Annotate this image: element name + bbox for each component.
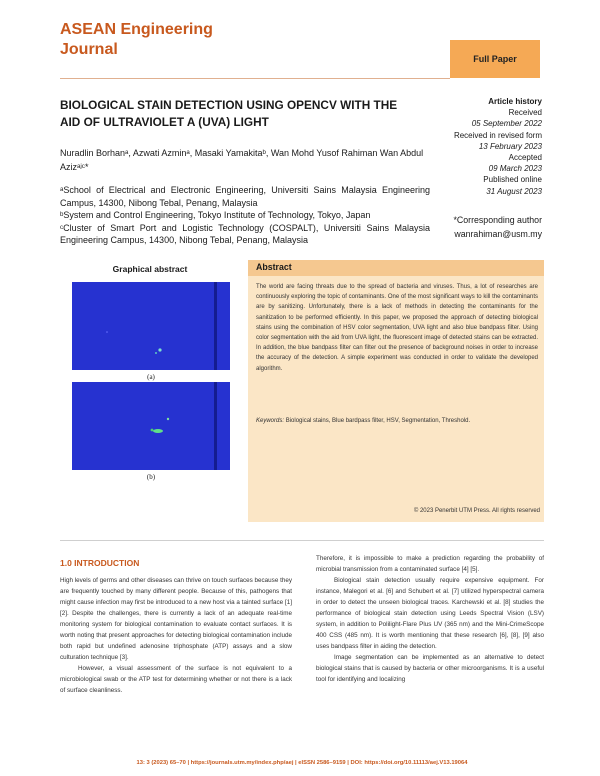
affiliations	[60, 184, 430, 247]
paragraph: Therefore, it is impossible to make a prediction regarding the probability of microbial transmission from a contaminated surface [4] [5].	[316, 555, 544, 573]
affiliation-a: ᵃSchool of Electrical and Electronic Engineering, Universiti Sains Malaysia Engineering Campus, 14300, Nibong Tebal, Penang, Malaysia	[60, 185, 430, 208]
intro-left-column	[60, 575, 292, 696]
abstract-header	[248, 260, 544, 276]
header-divider	[60, 78, 450, 79]
corresponding-email[interactable]: wanrahiman@usm.my	[454, 229, 542, 239]
paragraph: High levels of germs and other diseases can thrive on touch surfaces because they are frequently touched by many different people. Because of this, pathogens that might cause infection may first be introduced to a new host via a tainted surface [1][2]. Despite the challenges, there is currently a lack of an adequate real-time monitoring system for biological contamination to evaluate contact surfaces. It is worth noting that present approaches for detecting biological contamination include both rapid but undefined adenosine triphosphate (ATP) assays and a slow culturation technique [3].	[60, 577, 292, 661]
keywords	[256, 418, 538, 424]
journal-name	[60, 20, 260, 60]
uv-image-b-graphic	[72, 382, 230, 470]
uv-image-a-graphic	[72, 282, 230, 370]
history-heading: Article history	[488, 97, 542, 106]
intro-right-column	[316, 553, 544, 685]
journal-name-line2: Journal	[60, 41, 118, 58]
affiliation-b: ᵇSystem and Control Engineering, Tokyo Institute of Technology, Tokyo, Japan	[60, 210, 371, 220]
accepted-label: Accepted	[508, 153, 542, 163]
keywords-list: Biological stains, Blue bardpass filter, HSV, Segmentation, Threshold.	[285, 418, 471, 424]
uv-image-b	[72, 382, 230, 470]
full-paper-badge: Full Paper	[450, 40, 540, 78]
uv-image-a	[72, 282, 230, 370]
paragraph: Image segmentation can be implemented as an alternative to detect biological stains that is caused by bacteria or other microorganisms. It is a useful tool for identifying and localizing	[316, 654, 544, 683]
caption-b: (b)	[146, 473, 156, 481]
page-footer: 13: 3 (2023) 65–70 | https://journals.utm.my/index.php/aej | eISSN 2586–9159 | DOI: https://doi.org/10.11113/aej.V13.19064	[136, 760, 468, 766]
corresponding-label: *Corresponding author	[453, 215, 542, 225]
journal-name-line1: ASEAN Engineering	[60, 21, 213, 38]
received-date: 05 September 2022	[471, 119, 542, 129]
published-label: Published online	[483, 175, 542, 185]
accepted-date: 09 March 2023	[488, 164, 542, 174]
published-date: 31 August 2023	[486, 186, 542, 196]
graphical-abstract-label: Graphical abstract	[112, 264, 188, 274]
caption-a: (a)	[147, 373, 155, 381]
revised-date: 13 February 2023	[478, 141, 542, 151]
author-list: Nuradlin Borhanᵃ, Azwati Azminᵃ, Masaki Yamakitaᵇ, Wan Mohd Yusof Rahiman Wan Abdul Azizᵃʲᶜ*	[60, 148, 424, 172]
intro-heading: 1.0 INTRODUCTION	[60, 558, 140, 568]
corresponding-author	[420, 213, 542, 241]
paper-title: BIOLOGICAL STAIN DETECTION USING OPENCV WITH THE AID OF ULTRAVIOLET A (UVA) LIGHT	[60, 98, 398, 129]
keywords-label: Keywords:	[256, 418, 285, 424]
section-divider	[60, 540, 544, 541]
revised-label: Received in revised form	[453, 130, 542, 140]
abstract-heading: Abstract	[256, 262, 292, 272]
copyright: © 2023 Penerbit UTM Press. All rights reserved	[413, 508, 540, 514]
abstract-text: The world are facing threats due to the spread of bacteria and viruses. Thus, a lot of researches are continuously exploring the topic of contaminants. One of the most significant ways to kill the contaminants are by sanitizing. Unfortunately, there is a lack of methods in detecting the contaminants for the sanitization to be performed efficiently. In this paper, we proposed the approach of detecting biological stains using the combination of HSV color segmentation, UVA light and also blue bandpass filter. Using color segmentation with the aid from UVA light, the fluorescent image of detected stains can be extracted. In addition, the blue bandpass filter can filter out the presence of background noises in order to increase the accuracy of the detection. A simple experiment was conducted in order to validate the developed algorithm.	[256, 284, 538, 372]
received-label: Received	[508, 108, 542, 118]
article-history	[430, 96, 542, 197]
paragraph: Biological stain detection usually require expensive equipment. For instance, Malegori et al. [6] and Schubert et al. [7] utilized hyperspectral camera in order to detect the unseen biological traces. Karchewski et al. [8] studies the performance of biological stain detection using Leeds Spectral Vision (LSV) system, in addition to Polilight-Flare Plus UV (365 nm) and the Mini-CrimeScope 400 CSS (485 nm). It is worth mentioning that these research [6], [8], [9] also uses bandpass filter in aiding the detection.	[316, 577, 544, 650]
affiliation-c: ᶜCluster of Smart Port and Logistic Technology (COSPALT), Universiti Sains Malaysia Engineering Campus, 14300, Nibong Tebal, Penang, Malaysia	[60, 222, 430, 245]
paragraph: However, a visual assessment of the surface is not equivalent to a microbiological swab or the ATP test for determining whether or not there is a lack of surface cleanliness.	[60, 665, 292, 694]
